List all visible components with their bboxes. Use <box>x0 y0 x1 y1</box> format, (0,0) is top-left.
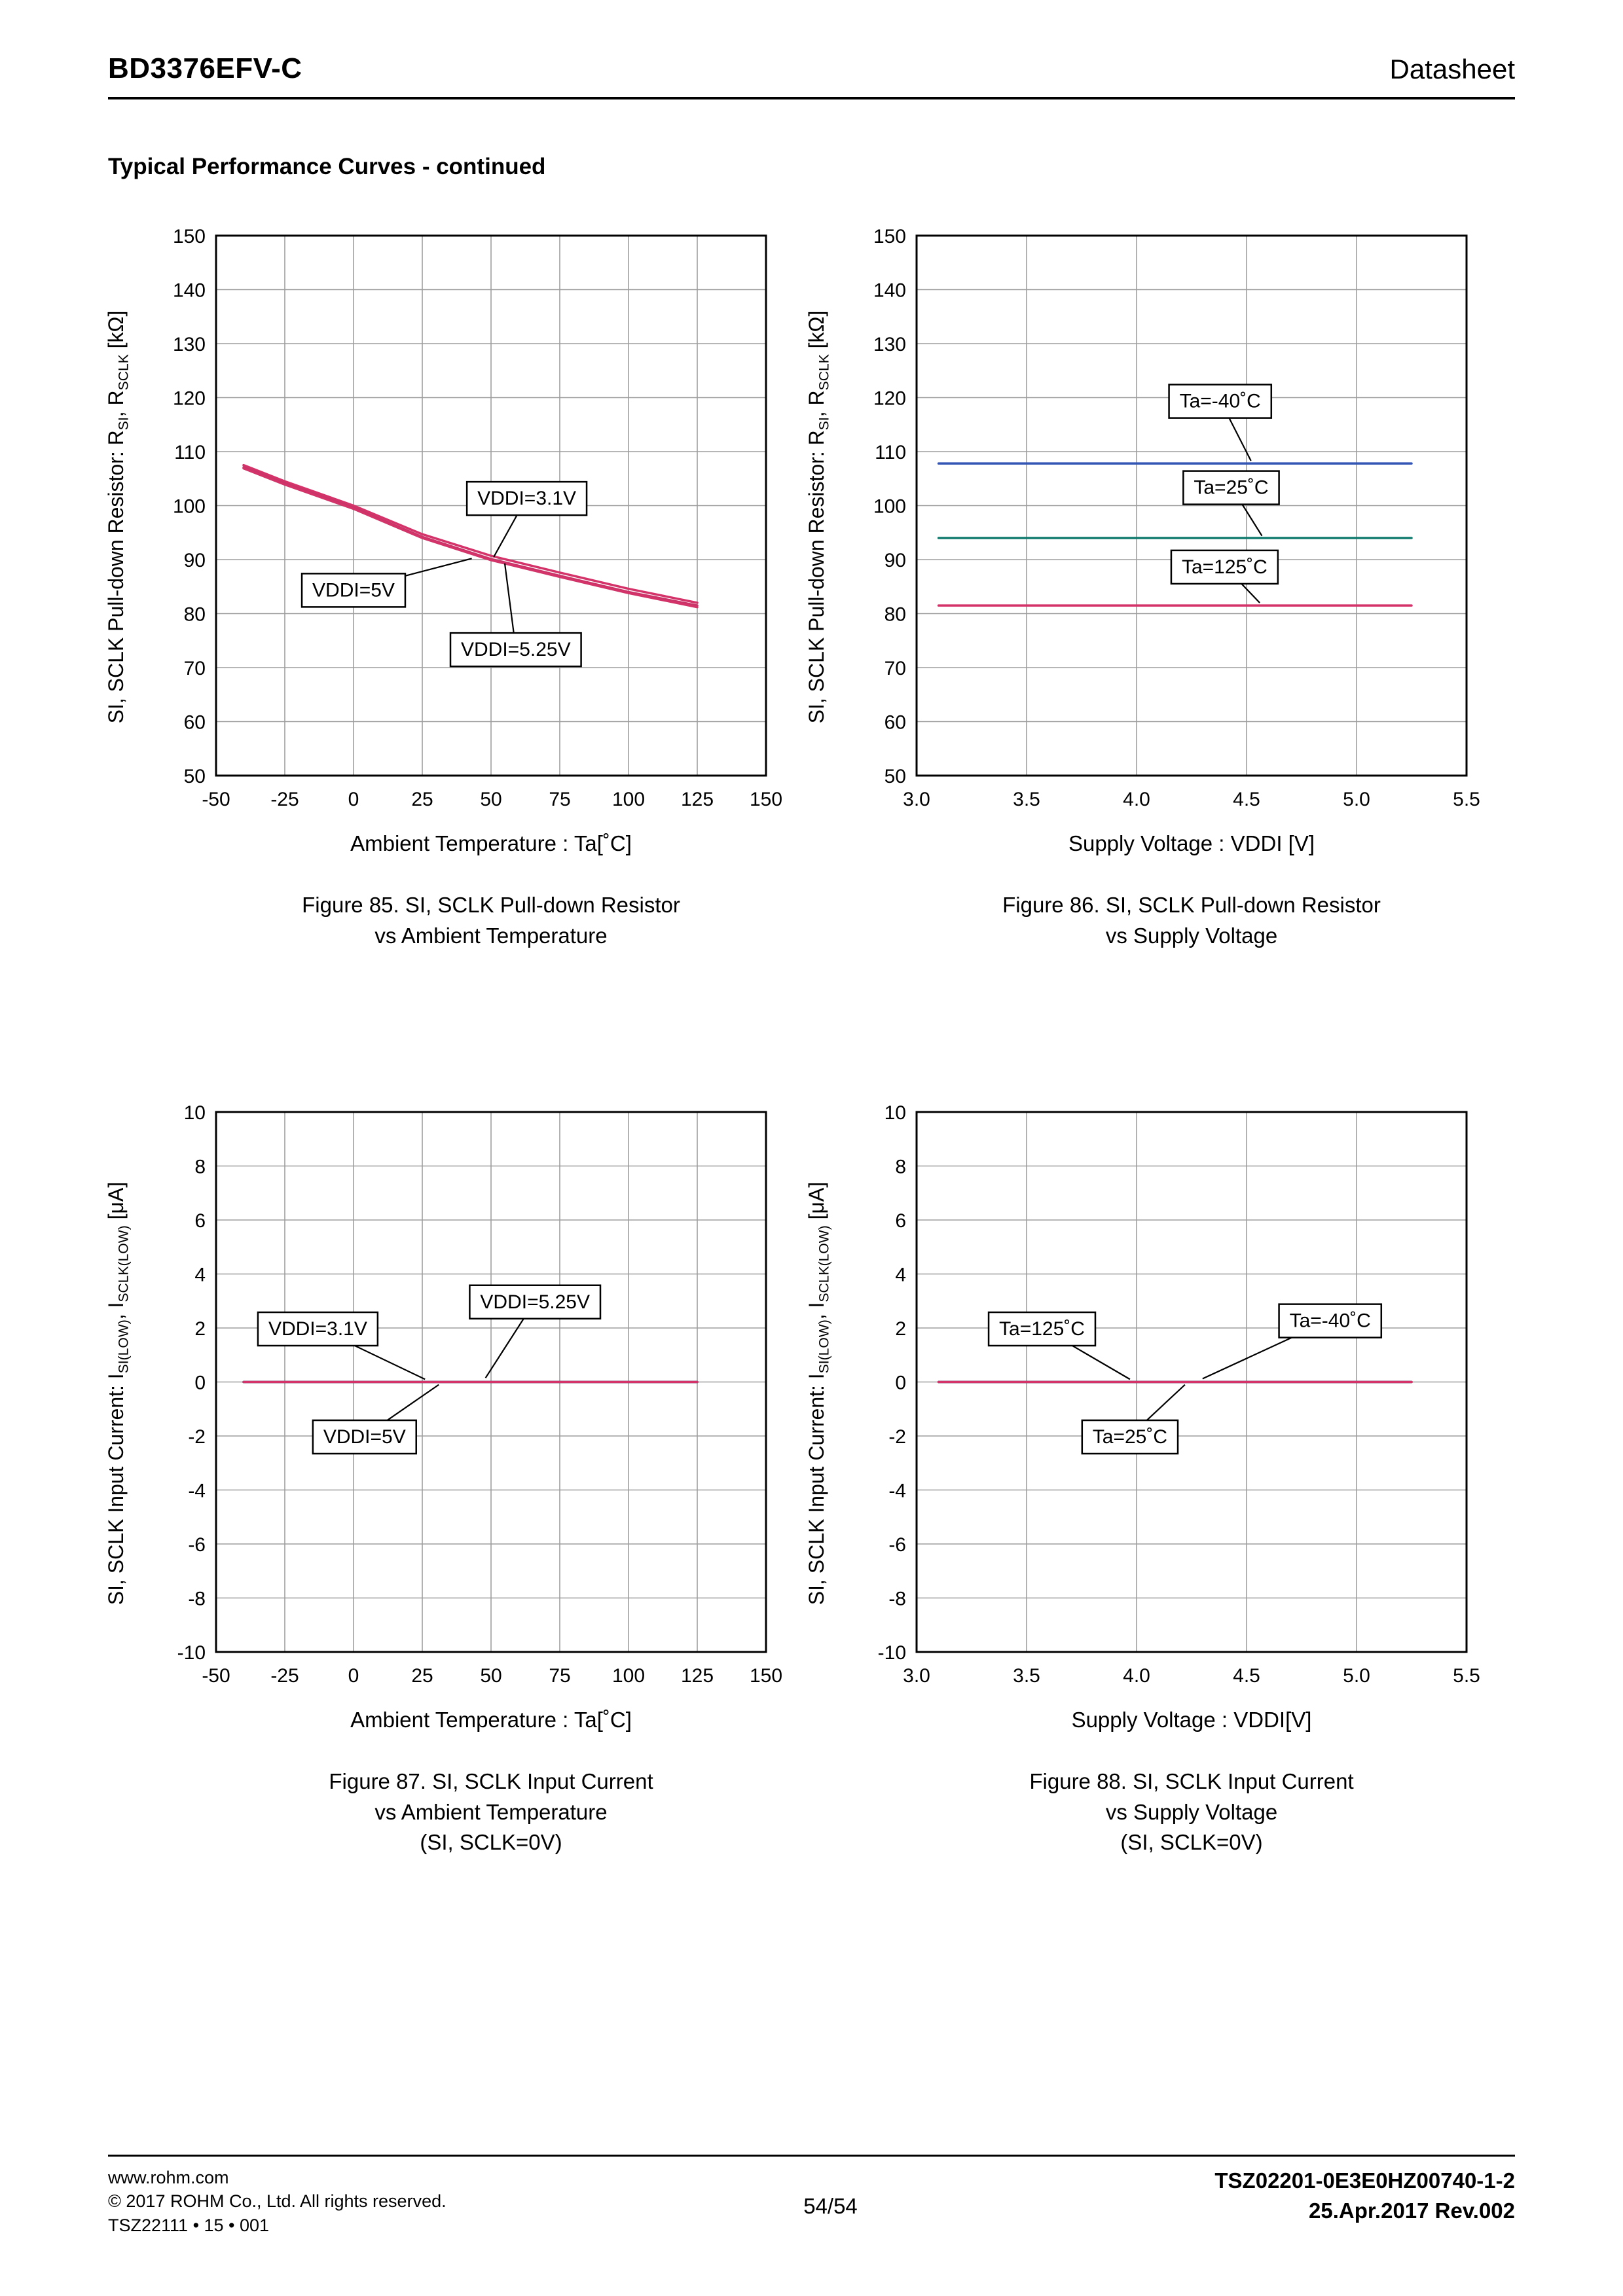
svg-text:VDDI=5V: VDDI=5V <box>323 1426 406 1448</box>
svg-text:-25: -25 <box>270 1664 299 1687</box>
svg-text:150: 150 <box>749 1664 783 1687</box>
svg-text:Ambient Temperature : Ta[˚C]: Ambient Temperature : Ta[˚C] <box>350 831 632 855</box>
svg-text:140: 140 <box>172 279 206 302</box>
figure-85-chart <box>95 226 795 874</box>
figure-86-y-axis-title: SI, SCLK Pull-down Resistor: $R_{SI}$, $R_{SCLK}$ [kΩ] <box>805 310 832 724</box>
datasheet-label: Datasheet <box>1389 54 1515 84</box>
svg-text:120: 120 <box>172 387 206 410</box>
section-title: Typical Performance Curves - continued <box>108 154 546 179</box>
svg-text:Ta=125˚C: Ta=125˚C <box>999 1318 1085 1340</box>
svg-text:Ta=125˚C: Ta=125˚C <box>1181 556 1267 578</box>
svg-text:10: 10 <box>183 1102 206 1124</box>
figure-87-chart <box>95 1102 795 1750</box>
svg-text:4.5: 4.5 <box>1233 1664 1260 1687</box>
svg-text:8: 8 <box>895 1156 906 1178</box>
svg-text:140: 140 <box>873 279 906 302</box>
svg-text:125: 125 <box>680 1664 714 1687</box>
svg-text:5.5: 5.5 <box>1453 789 1480 810</box>
figure-87-caption: Figure 87. SI, SCLK Input Current vs Ambient Temperature (SI, SCLK=0V) <box>329 1768 653 1855</box>
svg-text:-50: -50 <box>202 789 230 810</box>
figure-88-block <box>795 1102 1496 2009</box>
svg-text:50: 50 <box>884 766 906 787</box>
svg-text:125: 125 <box>680 789 714 810</box>
svg-text:130: 130 <box>873 334 906 355</box>
svg-text:75: 75 <box>549 789 571 810</box>
svg-text:-6: -6 <box>888 1534 906 1556</box>
svg-text:0: 0 <box>348 789 359 810</box>
svg-text:4.0: 4.0 <box>1123 789 1150 810</box>
figure-85-y-axis-title: SI, SCLK Pull-down Resistor: $R_{SI}$, $R_{SCLK}$ [kΩ] <box>104 310 132 724</box>
svg-text:25: 25 <box>411 789 433 810</box>
svg-text:150: 150 <box>172 226 206 247</box>
svg-text:70: 70 <box>183 658 206 679</box>
svg-text:110: 110 <box>875 442 906 463</box>
svg-text:VDDI=3.1V: VDDI=3.1V <box>268 1318 367 1340</box>
svg-text:VDDI=5V: VDDI=5V <box>312 579 395 601</box>
footer-code: TSZ22111 • 15 • 001 <box>108 2215 270 2235</box>
svg-text:0: 0 <box>348 1664 359 1687</box>
figure-88-y-axis-title: SI, SCLK Input Current: $I_{SI(LOW)}$, $I_{SCLK(LOW)}$ [μA] <box>805 1181 832 1605</box>
page-header <box>108 52 1515 99</box>
svg-text:3.5: 3.5 <box>1013 1664 1040 1687</box>
svg-text:4.0: 4.0 <box>1123 1664 1150 1687</box>
svg-text:-2: -2 <box>188 1426 206 1448</box>
svg-text:VDDI=5.25V: VDDI=5.25V <box>461 639 571 661</box>
svg-text:75: 75 <box>549 1664 571 1687</box>
figure-86-caption: Figure 86. SI, SCLK Pull-down Resistor vs Supply Voltage <box>1002 893 1381 948</box>
footer-website: www.rohm.com <box>108 2168 229 2187</box>
svg-text:130: 130 <box>172 334 206 355</box>
svg-text:Ta=-40˚C: Ta=-40˚C <box>1289 1310 1371 1332</box>
svg-text:VDDI=5.25V: VDDI=5.25V <box>480 1291 590 1313</box>
svg-text:-10: -10 <box>877 1641 906 1664</box>
svg-text:-8: -8 <box>188 1588 206 1610</box>
footer-right <box>1214 2166 1515 2226</box>
svg-text:Supply Voltage : VDDI [V]: Supply Voltage : VDDI [V] <box>1068 831 1315 855</box>
figure-85-block <box>95 226 795 1102</box>
svg-text:120: 120 <box>873 387 906 410</box>
footer-revision: 25.Apr.2017 Rev.002 <box>1309 2198 1515 2223</box>
figure-88-chart <box>795 1102 1496 1750</box>
footer-left <box>108 2166 447 2237</box>
footer <box>108 2155 1515 2237</box>
svg-text:3.5: 3.5 <box>1013 789 1040 810</box>
svg-text:50: 50 <box>183 766 206 787</box>
svg-text:6: 6 <box>194 1210 206 1232</box>
svg-text:60: 60 <box>884 711 906 734</box>
footer-doc-number: TSZ02201-0E3E0HZ00740-1-2 <box>1214 2168 1515 2193</box>
svg-text:5.5: 5.5 <box>1453 1664 1480 1687</box>
page-number: 54/54 <box>803 2193 858 2218</box>
svg-text:8: 8 <box>194 1156 206 1178</box>
product-title: BD3376EFV-C <box>108 52 302 84</box>
svg-text:-2: -2 <box>888 1426 906 1448</box>
svg-text:2: 2 <box>895 1318 906 1340</box>
svg-text:-25: -25 <box>270 789 299 810</box>
svg-text:-10: -10 <box>177 1641 206 1664</box>
svg-text:VDDI=3.1V: VDDI=3.1V <box>477 488 577 510</box>
svg-text:-4: -4 <box>888 1480 906 1502</box>
svg-text:Ta=25˚C: Ta=25˚C <box>1092 1426 1168 1448</box>
svg-text:50: 50 <box>480 1664 502 1687</box>
svg-text:60: 60 <box>183 711 206 734</box>
figure-86-chart <box>795 226 1496 874</box>
footer-copyright: © 2017 ROHM Co., Ltd. All rights reserved. <box>108 2191 447 2212</box>
figure-87-y-axis-title: SI, SCLK Input Current: $I_{SI(LOW)}$, $I_{SCLK(LOW)}$ [μA] <box>104 1181 132 1605</box>
figure-86-block <box>795 226 1496 1102</box>
svg-text:Ta=-40˚C: Ta=-40˚C <box>1179 390 1261 412</box>
svg-text:150: 150 <box>749 789 783 810</box>
charts-grid <box>95 226 1496 2009</box>
figure-87-block <box>95 1102 795 2009</box>
figure-88-caption: Figure 88. SI, SCLK Input Current vs Supply Voltage (SI, SCLK=0V) <box>1029 1768 1354 1855</box>
svg-text:80: 80 <box>884 603 906 626</box>
svg-text:70: 70 <box>884 658 906 679</box>
svg-text:3.0: 3.0 <box>903 1664 930 1687</box>
svg-text:100: 100 <box>172 495 206 518</box>
svg-text:25: 25 <box>411 1664 433 1687</box>
svg-text:-50: -50 <box>202 1664 230 1687</box>
svg-text:6: 6 <box>895 1210 906 1232</box>
svg-text:150: 150 <box>873 226 906 247</box>
svg-text:Ta=25˚C: Ta=25˚C <box>1194 476 1269 499</box>
svg-text:5.0: 5.0 <box>1343 1664 1370 1687</box>
figure-85-caption: Figure 85. SI, SCLK Pull-down Resistor vs Ambient Temperature <box>302 893 680 948</box>
svg-text:4.5: 4.5 <box>1233 789 1260 810</box>
svg-text:100: 100 <box>611 1664 646 1687</box>
svg-text:100: 100 <box>873 495 906 518</box>
svg-text:4: 4 <box>194 1264 206 1286</box>
svg-text:90: 90 <box>884 550 906 571</box>
figure-86-plot <box>841 226 1496 874</box>
svg-text:5.0: 5.0 <box>1343 789 1370 810</box>
svg-text:110: 110 <box>174 442 206 463</box>
svg-text:-4: -4 <box>188 1480 206 1502</box>
figure-88-plot <box>841 1102 1496 1750</box>
svg-text:Ambient Temperature : Ta[˚C]: Ambient Temperature : Ta[˚C] <box>350 1707 632 1732</box>
svg-text:-6: -6 <box>188 1534 206 1556</box>
figure-85-plot <box>141 226 795 874</box>
svg-text:0: 0 <box>895 1372 906 1394</box>
svg-text:4: 4 <box>895 1264 906 1286</box>
svg-text:0: 0 <box>194 1372 206 1394</box>
svg-text:Supply Voltage : VDDI[V]: Supply Voltage : VDDI[V] <box>1071 1707 1312 1732</box>
figure-87-plot <box>141 1102 795 1750</box>
svg-text:2: 2 <box>194 1318 206 1340</box>
svg-text:100: 100 <box>611 789 646 810</box>
svg-text:3.0: 3.0 <box>903 789 930 810</box>
svg-text:10: 10 <box>884 1102 906 1124</box>
svg-text:-8: -8 <box>888 1588 906 1610</box>
svg-text:50: 50 <box>480 789 502 810</box>
svg-text:90: 90 <box>183 550 206 571</box>
svg-text:80: 80 <box>183 603 206 626</box>
